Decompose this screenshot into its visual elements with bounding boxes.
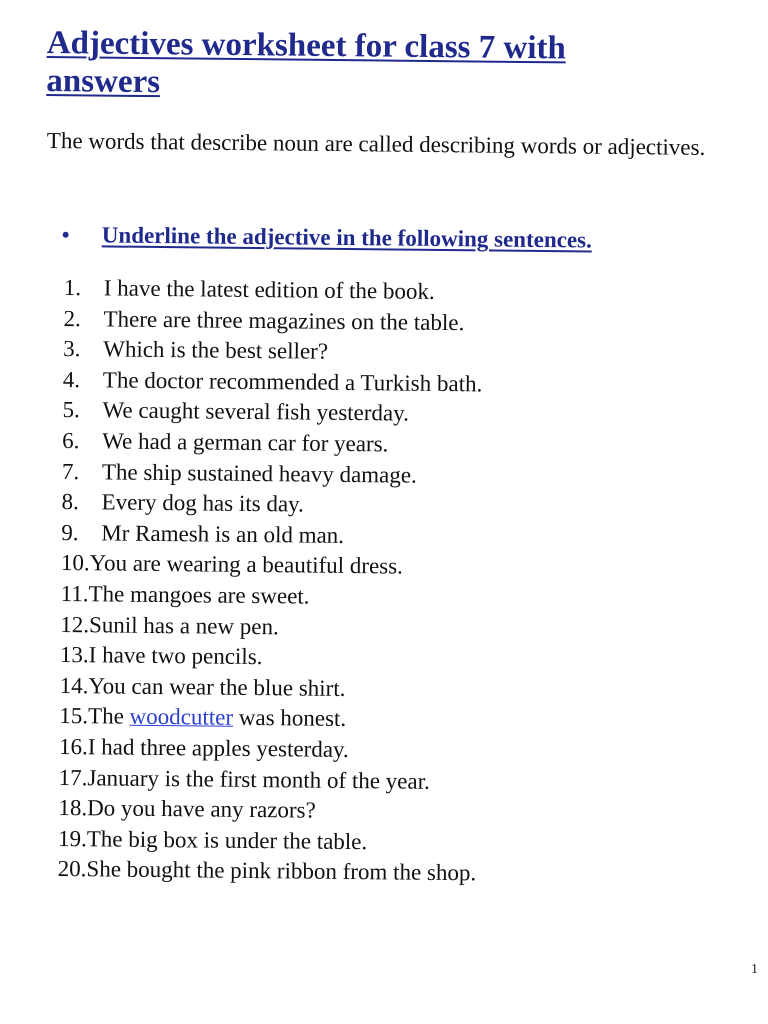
sentence-text: You can wear the blue shirt.: [88, 672, 346, 701]
instruction-heading: Underline the adjective in the following sentences.: [101, 222, 592, 253]
sentence-text: We caught several fish yesterday.: [102, 397, 410, 426]
item-number: 13.: [59, 642, 89, 668]
sentence-text: I have the latest edition of the book.: [103, 275, 435, 304]
page-title: Adjectives worksheet for class 7 with answers: [46, 24, 567, 101]
item-number: 12.: [60, 611, 90, 637]
sentence-text: We had a german car for years.: [102, 428, 389, 457]
sentence-text: I have two pencils.: [88, 642, 263, 670]
sentence-text-after: was honest.: [232, 705, 347, 732]
bullet-icon: •: [61, 222, 70, 248]
item-number: 19.: [57, 825, 87, 851]
sentence-text: The doctor recommended a Turkish bath.: [102, 367, 483, 397]
item-number: 14.: [59, 672, 89, 698]
sentence-text: The ship sustained heavy damage.: [101, 458, 417, 488]
list-item: [58, 854, 738, 892]
item-number: 4.: [62, 366, 81, 392]
sentence-text: January is the first month of the year.: [87, 764, 430, 794]
item-number: 17.: [58, 764, 88, 790]
sentence-text: I had three apples yesterday.: [87, 734, 349, 762]
item-number: 11.: [60, 580, 89, 607]
intro-paragraph: The words that describe noun are called describing words or adjectives.: [46, 127, 706, 160]
item-number: 8.: [61, 489, 79, 515]
item-number: 16.: [58, 733, 88, 760]
page-number: 1: [751, 962, 758, 977]
sentence-text: Which is the best seller?: [103, 336, 329, 364]
item-number: 18.: [58, 795, 88, 821]
sentence-text: Sunil has a new pen.: [88, 611, 279, 639]
sentence-text: The big box is under the table.: [86, 825, 368, 854]
item-number: 3.: [63, 336, 81, 362]
woodcutter-link[interactable]: woodcutter: [129, 704, 234, 731]
item-number: 6.: [62, 427, 80, 454]
item-number: 15.: [59, 703, 89, 729]
item-number: 20.: [57, 856, 87, 882]
sentence-text: Every dog has its day.: [101, 489, 305, 517]
sentence-text: She bought the pink ribbon from the shop.: [86, 856, 477, 886]
sentence-text: Do you have any razors?: [87, 795, 316, 823]
instruction-row: [62, 222, 752, 255]
item-number: 7.: [61, 458, 80, 484]
sentence-list: [58, 273, 744, 892]
item-number: 1.: [63, 274, 82, 301]
item-number: 5.: [62, 397, 80, 423]
sentence-text: The mangoes are sweet.: [88, 581, 310, 609]
sentence-text: You are wearing a beautiful dress.: [89, 550, 404, 579]
sentence-text: Mr Ramesh is an old man.: [101, 520, 345, 548]
item-number: 2.: [63, 305, 81, 331]
item-number: 9.: [61, 519, 79, 545]
sentence-text: There are three magazines on the table.: [103, 306, 465, 335]
item-number: 10.: [60, 550, 90, 576]
sentence-text-before: The: [87, 703, 130, 730]
